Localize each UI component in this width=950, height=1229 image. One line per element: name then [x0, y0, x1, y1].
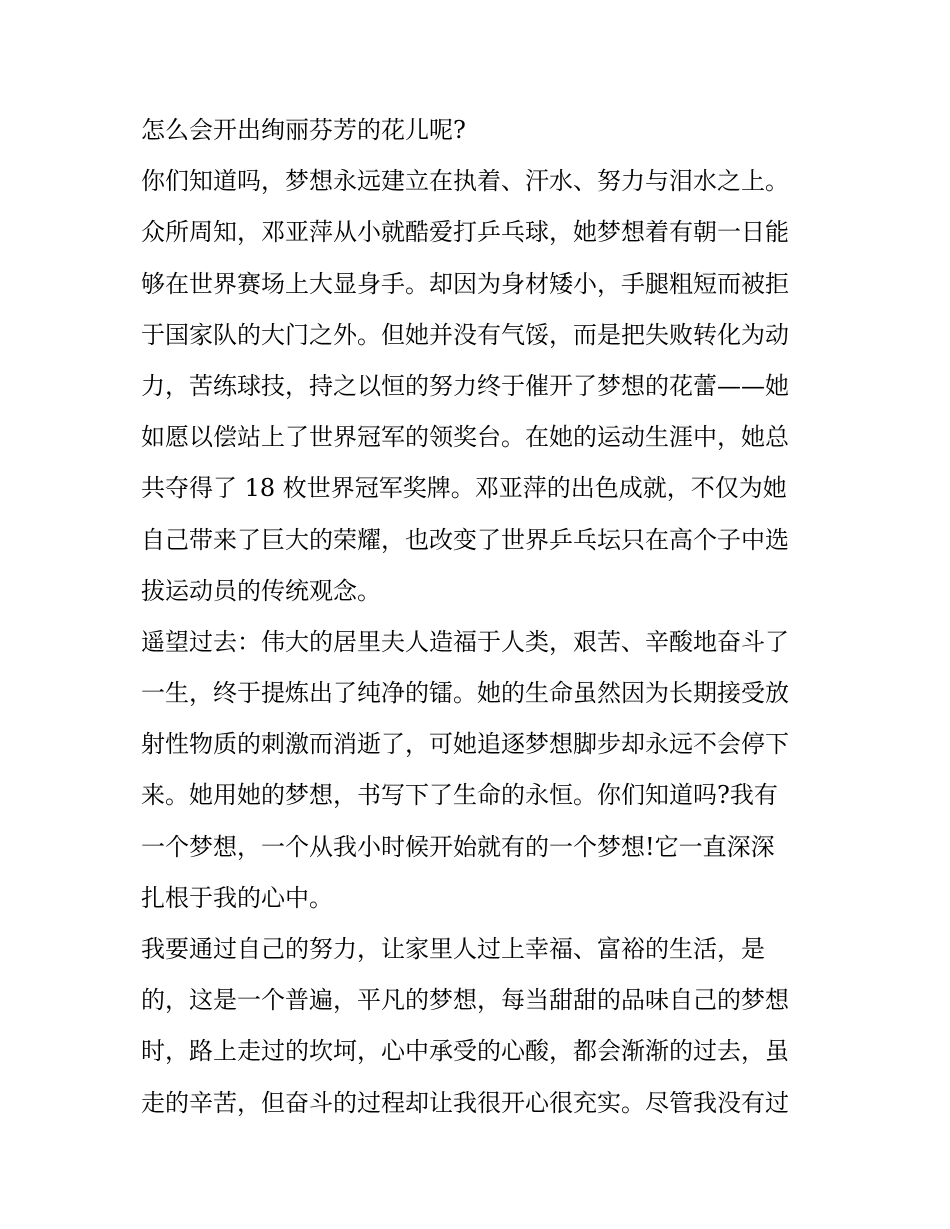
text-line: 一个梦想，一个从我小时候开始就有的一个梦想!它一直深深	[141, 832, 775, 861]
text-line: 遥望过去：伟大的居里夫人造福于人类，艰苦、辛酸地奋斗了	[141, 627, 789, 656]
text-line: 力，苦练球技，持之以恒的努力终于催开了梦想的花蕾——她	[141, 371, 789, 400]
text-line: 一生，终于提炼出了纯净的镭。她的生命虽然因为长期接受放	[141, 679, 789, 708]
text-line: 拔运动员的传统观念。	[141, 576, 381, 605]
text-line: 如愿以偿站上了世界冠军的领奖台。在她的运动生涯中，她总	[141, 423, 789, 452]
text-line: 射性物质的刺激而消逝了，可她追逐梦想脚步却永远不会停下	[141, 730, 789, 759]
text-line: 的，这是一个普遍，平凡的梦想，每当甜甜的品味自己的梦想	[141, 986, 789, 1015]
text-line: 我要通过自己的努力，让家里人过上幸福、富裕的生活，是	[141, 935, 765, 963]
text-line: 于国家队的大门之外。但她并没有气馁，而是把失败转化为动	[141, 320, 789, 349]
text-line: 够在世界赛场上大显身手。却因为身材矮小，手腿粗短而被拒	[141, 269, 789, 298]
text-line: 怎么会开出绚丽芬芳的花儿呢?	[141, 116, 466, 144]
text-line: 时，路上走过的坎坷，心中承受的心酸，都会渐渐的过去，虽	[141, 1037, 789, 1066]
document-body	[141, 105, 821, 1129]
text-line: 走的辛苦，但奋斗的过程却让我很开心很充实。尽管我没有过	[141, 1088, 789, 1117]
text-line: 扎根于我的心中。	[141, 883, 333, 912]
text-line: 自己带来了巨大的荣耀，也改变了世界乒乓坛只在高个子中选	[141, 525, 789, 554]
text-line: 你们知道吗，梦想永远建立在执着、汗水、努力与泪水之上。	[141, 167, 789, 196]
text-line: 众所周知，邓亚萍从小就酷爱打乒乓球，她梦想着有朝一日能	[141, 218, 789, 247]
text-line: 共夺得了 18 枚世界冠军奖牌。邓亚萍的出色成就，不仅为她	[141, 474, 787, 503]
text-line: 来。她用她的梦想，书写下了生命的永恒。你们知道吗?我有	[141, 781, 778, 810]
